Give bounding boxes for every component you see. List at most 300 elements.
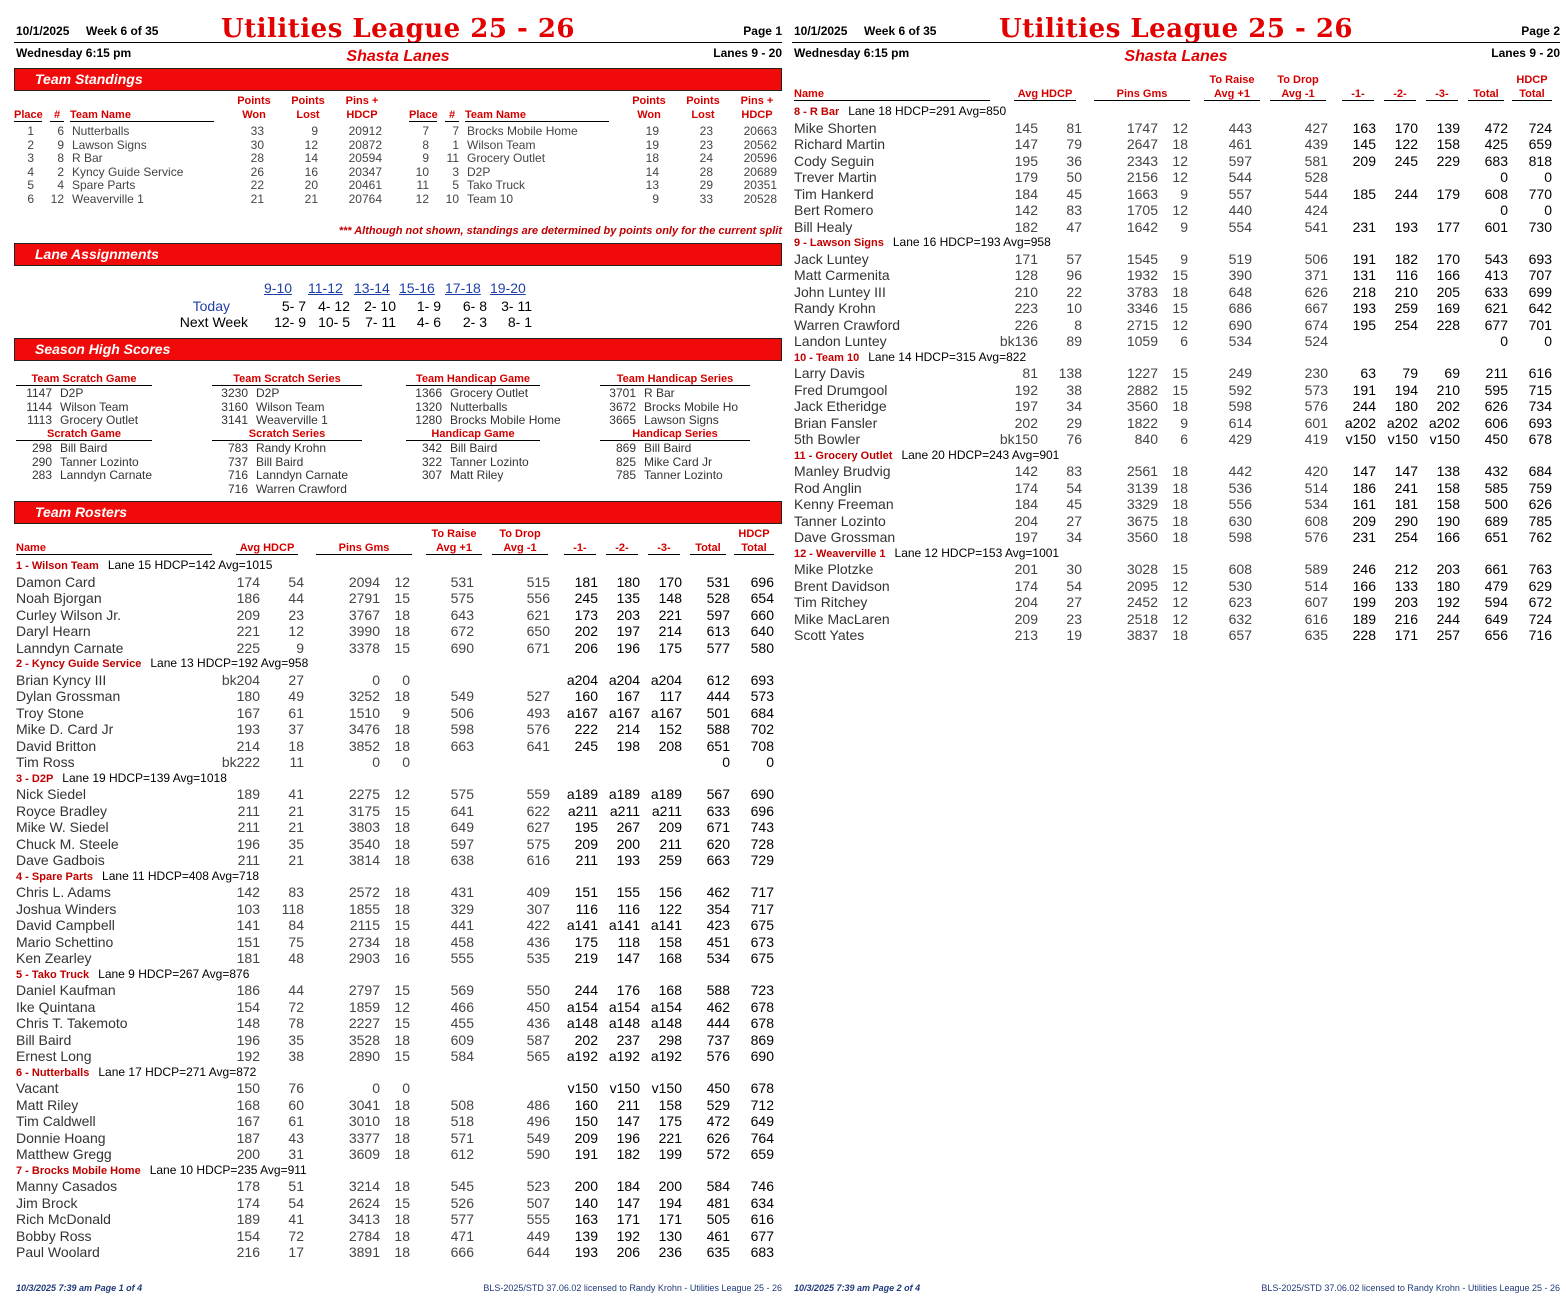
player-name: Tim Ross — [16, 754, 75, 770]
player-game-2: 180 — [1394, 398, 1418, 414]
player-total: 613 — [706, 623, 730, 639]
player-game-2: 170 — [1394, 119, 1418, 136]
player-hdcp-total: 683 — [750, 1244, 774, 1260]
player-game-2: 147 — [1394, 463, 1418, 479]
player-row — [14, 803, 774, 820]
header-to-raise: Avg +1 — [1204, 88, 1260, 101]
player-game-2: a202 — [1386, 414, 1418, 431]
player-total: 572 — [706, 1146, 730, 1162]
header-day-time: Wednesday 6:15 pm — [16, 46, 132, 60]
player-hdcp: 138 — [1058, 365, 1082, 381]
player-row — [792, 136, 1552, 153]
player-name: Brian Fansler — [794, 414, 878, 431]
player-game-3: 202 — [1436, 398, 1460, 414]
player-row — [14, 1146, 774, 1163]
player-to-drop: 573 — [1304, 381, 1328, 398]
high-score-value: 737 — [227, 454, 248, 469]
player-games: 0 — [402, 671, 410, 688]
player-games: 12 — [1172, 594, 1188, 610]
high-score-name: Bill Baird — [644, 441, 692, 455]
high-score-value: 3665 — [609, 413, 636, 427]
player-games: 18 — [394, 1211, 410, 1227]
player-game-1: 195 — [574, 819, 598, 835]
player-total: 577 — [706, 639, 730, 656]
player-average: 178 — [236, 1178, 260, 1194]
header-avg-hdcp: Avg HDCP — [236, 542, 298, 555]
high-score-value: 825 — [615, 454, 636, 469]
player-average: 196 — [236, 1031, 260, 1048]
player-name: Trever Martin — [794, 169, 877, 185]
team-info: Lane 16 HDCP=193 Avg=958 — [892, 235, 1051, 249]
player-to-drop: 549 — [526, 1129, 550, 1146]
player-games: 12 — [1172, 152, 1188, 169]
team-name: 1 - Wilson Team — [16, 560, 99, 572]
player-game-1: 209 — [1352, 512, 1376, 529]
player-name: Lanndyn Carnate — [16, 639, 124, 656]
player-pins: 2791 — [348, 590, 380, 606]
player-hdcp-total: 690 — [750, 786, 774, 802]
standing-points-won: 18 — [645, 151, 659, 165]
player-hdcp: 9 — [296, 639, 304, 656]
standing-points-lost: 28 — [699, 164, 713, 179]
standing-place: 7 — [422, 124, 429, 138]
header-hdcp-total: HDCP — [1516, 74, 1548, 86]
team-header — [16, 558, 272, 572]
high-score-value: 716 — [227, 481, 248, 496]
player-games: 18 — [394, 1113, 410, 1129]
player-hdcp: 44 — [288, 982, 304, 998]
player-to-raise: 571 — [450, 1129, 474, 1146]
player-average: 200 — [236, 1146, 260, 1162]
player-name: Chris T. Takemoto — [16, 1015, 128, 1031]
player-to-raise: 443 — [1228, 119, 1252, 136]
player-game-2: 79 — [1402, 365, 1418, 381]
player-row — [14, 1178, 774, 1195]
player-to-drop: 496 — [526, 1113, 550, 1129]
standing-points-won: 26 — [250, 164, 264, 179]
header-hdcp-total: Total — [1512, 88, 1552, 101]
player-games: 18 — [394, 1146, 410, 1162]
player-pins: 2715 — [1126, 316, 1158, 333]
player-to-raise: 575 — [450, 786, 474, 802]
player-game-3: 156 — [658, 884, 682, 900]
player-to-drop: 439 — [1304, 136, 1328, 152]
standing-points-lost: 23 — [699, 137, 713, 152]
team-header — [16, 1065, 256, 1079]
player-to-raise: 686 — [1228, 300, 1252, 316]
header-team-number: # — [445, 109, 459, 122]
team-info: Lane 13 HDCP=192 Avg=958 — [150, 656, 309, 670]
header-game-2: -2- — [606, 542, 638, 555]
standing-team-number: 3 — [452, 164, 459, 179]
player-games: 18 — [1172, 463, 1188, 479]
player-games: 0 — [402, 754, 410, 770]
player-to-drop: 576 — [526, 721, 550, 737]
player-game-2: 244 — [1394, 185, 1418, 202]
lane-next-week-matchup: 12- 9 — [274, 314, 306, 330]
player-game-2: 194 — [1394, 381, 1418, 398]
player-game-3: 170 — [658, 573, 682, 590]
lane-pair-header: 15-16 — [399, 280, 435, 296]
player-game-1: a211 — [567, 802, 598, 819]
player-game-2: 116 — [1395, 267, 1418, 283]
player-hdcp: 83 — [1066, 202, 1082, 218]
player-hdcp-total: 869 — [750, 1031, 774, 1048]
player-game-1: 189 — [1352, 610, 1376, 627]
player-game-2: 184 — [616, 1178, 640, 1194]
header-game-3: -3- — [1426, 88, 1458, 101]
player-hdcp-total: 708 — [750, 737, 774, 754]
player-to-raise: 534 — [1228, 333, 1252, 349]
player-hdcp: 48 — [288, 950, 304, 966]
high-score-value: 283 — [31, 468, 52, 482]
standing-points-lost: 9 — [311, 124, 318, 138]
player-name: John Luntey III — [794, 283, 886, 300]
player-pins: 3560 — [1126, 529, 1158, 545]
player-games: 18 — [1172, 512, 1188, 529]
player-name: Curley Wilson Jr. — [16, 606, 122, 623]
player-hdcp-total: 678 — [750, 1015, 774, 1031]
player-to-drop: 535 — [526, 950, 550, 966]
player-total: 567 — [706, 786, 730, 802]
player-to-drop: 607 — [1304, 594, 1328, 610]
player-row — [14, 607, 774, 624]
player-game-3: 214 — [658, 623, 682, 639]
player-game-3: 158 — [1436, 479, 1460, 496]
standing-pins-hdcp: 20347 — [348, 164, 382, 179]
player-game-2: 211 — [617, 1096, 640, 1113]
player-hdcp: 35 — [288, 1031, 304, 1048]
player-pins: 3214 — [348, 1178, 380, 1194]
team-name: 2 - Kyncy Guide Service — [16, 658, 142, 670]
player-game-1: 145 — [1352, 136, 1376, 152]
player-game-3: 203 — [1436, 561, 1460, 577]
player-row — [792, 561, 1552, 578]
player-game-2: 182 — [616, 1146, 640, 1162]
standing-place: 11 — [416, 178, 429, 192]
team-header — [794, 448, 1059, 462]
player-average: 171 — [1014, 250, 1038, 267]
player-total: 633 — [1484, 283, 1508, 300]
player-row — [14, 1130, 774, 1147]
player-hdcp: 34 — [1066, 398, 1082, 414]
player-pins: 1705 — [1126, 202, 1158, 218]
player-name: Dave Gadbois — [16, 852, 105, 868]
standing-pins-hdcp: 20594 — [348, 151, 382, 165]
player-hdcp: 17 — [288, 1244, 304, 1260]
header-game-3: -3- — [648, 542, 680, 555]
player-to-drop: 589 — [1304, 561, 1328, 577]
player-hdcp-total: 746 — [750, 1178, 774, 1194]
player-games: 9 — [1180, 218, 1188, 235]
player-game-2: 203 — [616, 606, 640, 623]
player-to-drop: 627 — [526, 819, 550, 835]
player-hdcp-total: 730 — [1528, 218, 1552, 235]
player-name: Chuck M. Steele — [16, 835, 119, 852]
player-hdcp: 54 — [1066, 577, 1082, 594]
player-hdcp-total: 717 — [750, 884, 774, 900]
player-hdcp: 75 — [288, 933, 304, 950]
header-pins-hdcp: HDCP — [741, 109, 773, 121]
header-points-lost: Points — [291, 95, 325, 107]
player-to-drop: 419 — [1304, 431, 1328, 447]
player-games: 18 — [394, 688, 410, 704]
standing-team-number: 2 — [57, 164, 64, 179]
player-row — [14, 590, 774, 607]
player-total: 737 — [706, 1031, 730, 1048]
lane-today-matchup: 1- 9 — [416, 298, 441, 314]
player-total: 608 — [1484, 185, 1508, 202]
player-to-raise: 544 — [1228, 169, 1252, 185]
player-hdcp: 43 — [288, 1129, 304, 1146]
high-score-name: Bill Baird — [256, 454, 304, 469]
player-total: 432 — [1484, 463, 1508, 479]
player-row — [792, 169, 1552, 186]
player-game-3: a202 — [1428, 414, 1460, 431]
player-row — [792, 594, 1552, 611]
player-row — [14, 688, 774, 705]
player-hdcp-total: 724 — [1528, 610, 1552, 627]
standing-points-lost: 14 — [304, 151, 318, 165]
player-hdcp-total: 673 — [750, 933, 774, 950]
player-pins: 3767 — [348, 606, 380, 623]
standing-team-name: Brocks Mobile Home — [467, 124, 578, 138]
player-total: 597 — [706, 606, 730, 623]
player-name: Mike Shorten — [794, 119, 877, 136]
header-divider — [792, 42, 1560, 43]
player-to-raise: 597 — [1228, 152, 1252, 169]
player-to-raise: 555 — [450, 950, 474, 966]
standing-points-won: 13 — [645, 178, 659, 192]
player-game-2: 206 — [616, 1244, 640, 1260]
season-high-scores — [14, 361, 782, 499]
player-name: Jack Luntey — [794, 250, 869, 267]
player-games: 18 — [394, 1096, 410, 1113]
player-row — [14, 1015, 774, 1032]
player-row — [14, 640, 774, 657]
player-name: Manley Brudvig — [794, 463, 891, 479]
player-game-3: a148 — [650, 1015, 682, 1031]
player-row — [14, 721, 774, 738]
player-average: 180 — [236, 688, 260, 704]
player-to-raise: 431 — [450, 884, 474, 900]
player-average: 211 — [237, 819, 260, 835]
player-hdcp: 8 — [1074, 316, 1082, 333]
player-game-2: 196 — [616, 1129, 640, 1146]
player-pins: 2518 — [1126, 610, 1158, 627]
player-pins: 2784 — [348, 1227, 380, 1244]
player-average: 186 — [236, 590, 260, 606]
player-hdcp-total: 659 — [1528, 136, 1552, 152]
player-game-2: 116 — [617, 900, 640, 917]
high-score-name: Brocks Mobile Home — [450, 413, 561, 427]
player-pins: 2095 — [1126, 577, 1158, 594]
player-game-1: 163 — [574, 1211, 598, 1227]
player-games: 0 — [402, 1080, 410, 1096]
player-to-drop: 506 — [1304, 250, 1328, 267]
player-hdcp: 72 — [288, 998, 304, 1015]
header-week: Week 6 of 35 — [86, 24, 159, 38]
player-games: 9 — [1180, 414, 1188, 431]
player-game-3: 179 — [1436, 185, 1460, 202]
header-total: Total — [690, 542, 726, 555]
high-score-category: Scratch Series — [212, 428, 362, 441]
player-row — [792, 219, 1552, 236]
player-game-1: 200 — [574, 1178, 598, 1194]
player-row — [792, 529, 1552, 546]
player-game-1: 173 — [574, 606, 598, 623]
player-to-drop: 641 — [526, 737, 550, 754]
player-game-3: 200 — [658, 1178, 682, 1194]
lane-pair-header: 19-20 — [490, 280, 526, 296]
player-to-raise: 461 — [1228, 136, 1252, 152]
header-date: 10/1/2025 — [16, 24, 70, 38]
player-to-raise: 549 — [450, 688, 474, 704]
standing-team-name: Team 10 — [467, 191, 514, 206]
player-average: 192 — [1014, 381, 1038, 398]
player-average: 154 — [236, 1227, 260, 1244]
standing-team-number: 6 — [57, 124, 64, 138]
high-score-name: Warren Crawford — [256, 481, 347, 496]
player-hdcp-total: 629 — [1528, 577, 1552, 594]
player-total: 661 — [1484, 561, 1508, 577]
player-to-raise: 577 — [450, 1211, 474, 1227]
high-score-value: 716 — [227, 468, 248, 482]
player-row — [14, 1097, 774, 1114]
player-row — [792, 333, 1552, 350]
player-games: 12 — [1172, 577, 1188, 594]
team-info: Lane 19 HDCP=139 Avg=1018 — [62, 770, 227, 785]
standing-place: 10 — [415, 164, 429, 179]
player-to-drop: 514 — [1304, 479, 1328, 496]
player-hdcp-total: 723 — [750, 982, 774, 998]
player-games: 9 — [1180, 185, 1188, 202]
player-games: 12 — [1172, 119, 1188, 136]
player-name: Bill Baird — [16, 1031, 72, 1048]
player-to-raise: 440 — [1228, 202, 1252, 218]
player-hdcp: 118 — [281, 900, 304, 917]
player-name: Ike Quintana — [16, 998, 96, 1015]
player-to-drop: 524 — [1304, 333, 1328, 349]
player-to-drop: 650 — [526, 623, 550, 639]
player-hdcp-total: 702 — [750, 721, 774, 737]
player-average: 189 — [236, 1211, 260, 1227]
player-game-3: 152 — [658, 721, 682, 737]
player-total: 671 — [706, 819, 730, 835]
player-game-3: 177 — [1436, 218, 1460, 235]
header-pins-hdcp: Pins + — [345, 95, 379, 107]
player-total: 472 — [1484, 119, 1508, 136]
player-to-drop: 436 — [526, 1015, 550, 1031]
player-name: Paul Woolard — [16, 1244, 100, 1260]
player-game-3: 236 — [658, 1244, 682, 1260]
player-average: 202 — [1014, 414, 1038, 431]
high-score-value: 307 — [421, 468, 442, 482]
lane-today-matchup: 2- 10 — [364, 298, 396, 314]
player-to-drop: 449 — [526, 1227, 550, 1244]
player-name: Rich McDonald — [16, 1211, 111, 1227]
player-hdcp-total: 660 — [750, 606, 774, 623]
player-game-2: 155 — [616, 884, 640, 900]
player-to-drop: 576 — [1304, 398, 1328, 414]
player-game-2: 254 — [1394, 529, 1418, 545]
player-game-3: 166 — [1436, 267, 1460, 283]
player-total: 462 — [706, 998, 730, 1015]
player-average: 192 — [236, 1048, 260, 1064]
player-name: Daryl Hearn — [16, 623, 91, 639]
header-team-name: Team Name — [465, 109, 609, 122]
player-pins: 3528 — [348, 1031, 380, 1048]
lane-pair-header: 9-10 — [264, 280, 293, 296]
standing-team-name: Spare Parts — [72, 178, 136, 192]
high-score-category: Team Scratch Game — [16, 373, 152, 386]
header-points-won: Won — [637, 109, 661, 121]
player-pins: 3377 — [348, 1129, 380, 1146]
player-hdcp-total: 724 — [1528, 119, 1552, 136]
player-game-3: 221 — [658, 1129, 682, 1146]
player-hdcp-total: 696 — [750, 573, 774, 590]
section-season-highs: Season High Scores — [14, 338, 782, 361]
player-name: Jim Brock — [16, 1194, 78, 1211]
player-name: Cody Seguin — [794, 152, 875, 169]
player-row — [14, 836, 774, 853]
player-pins: 3814 — [348, 852, 380, 868]
player-name: Warren Crawford — [794, 316, 901, 333]
high-score-name: Bill Baird — [60, 441, 108, 455]
player-name: Vacant — [16, 1080, 59, 1096]
page-header — [14, 0, 782, 66]
player-game-1: 244 — [1352, 398, 1376, 414]
player-average: 204 — [1014, 512, 1038, 529]
high-score-value: 290 — [31, 454, 52, 469]
header-total: Total — [1468, 88, 1504, 101]
player-to-drop: 486 — [526, 1096, 550, 1113]
player-game-2: 197 — [616, 623, 640, 639]
player-game-3: 117 — [659, 688, 682, 704]
player-total: 529 — [706, 1096, 730, 1113]
player-to-raise: 598 — [450, 721, 474, 737]
player-total: 528 — [706, 590, 730, 606]
high-score-category: Team Handicap Game — [406, 373, 540, 386]
player-game-2: 133 — [1394, 577, 1418, 594]
player-games: 12 — [1172, 316, 1188, 333]
player-pins: 3252 — [348, 688, 380, 704]
high-score-name: Weaverville 1 — [256, 413, 328, 427]
player-game-1: a167 — [566, 704, 598, 721]
player-name: Mike MacLaren — [794, 610, 890, 627]
player-game-2: 147 — [616, 1194, 640, 1211]
lane-next-week-matchup: 4- 6 — [416, 314, 441, 330]
header-pins-games: Pins Gms — [1094, 88, 1190, 101]
player-hdcp-total: 573 — [750, 688, 774, 704]
player-pins: 1822 — [1126, 414, 1158, 431]
player-total: 651 — [1484, 529, 1508, 545]
player-total: 606 — [1484, 414, 1508, 431]
player-total: 595 — [1484, 381, 1508, 398]
player-hdcp: 41 — [288, 1211, 304, 1227]
player-average: 148 — [236, 1015, 260, 1031]
player-row — [792, 415, 1552, 432]
player-row — [14, 1244, 774, 1261]
player-to-raise: 638 — [450, 852, 474, 868]
player-games: 18 — [394, 606, 410, 623]
player-average: bk136 — [999, 333, 1038, 349]
player-game-1: 147 — [1352, 463, 1376, 479]
player-game-1: 245 — [574, 737, 598, 754]
player-game-3: 229 — [1436, 152, 1460, 169]
player-hdcp-total: 759 — [1528, 479, 1552, 496]
player-game-2: 200 — [616, 835, 640, 852]
